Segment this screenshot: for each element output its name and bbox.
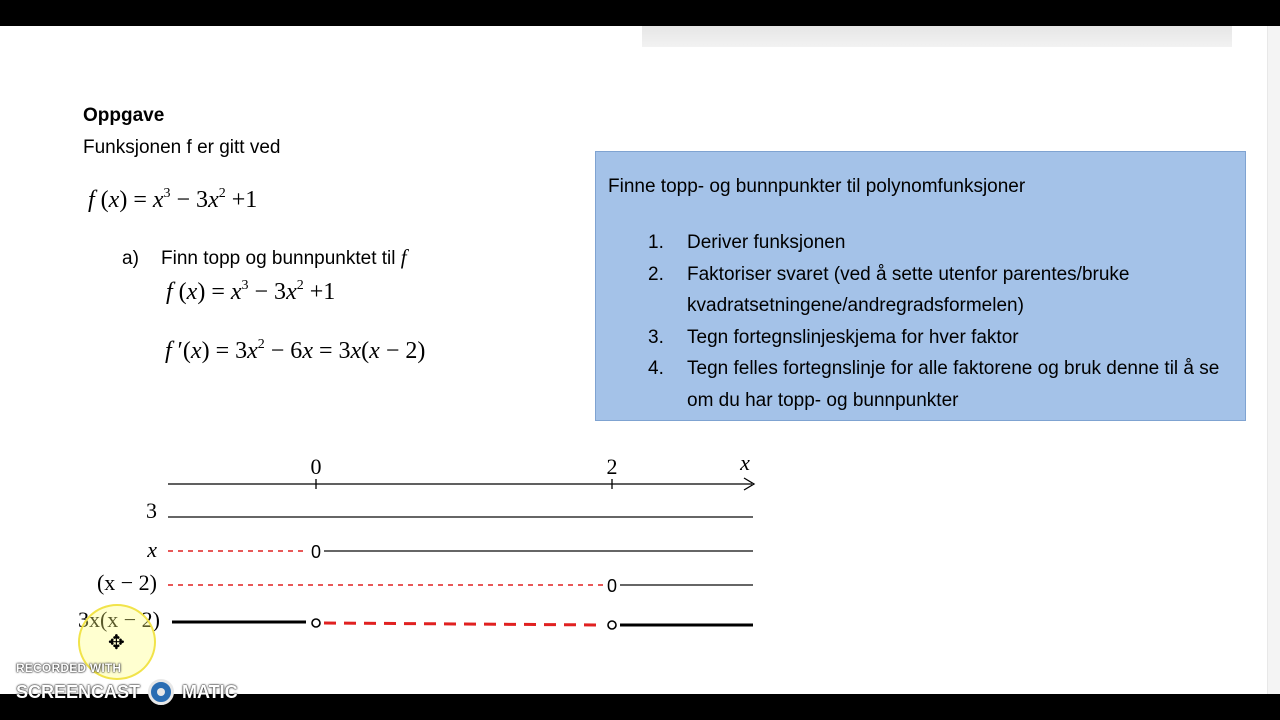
step-text: Tegn felles fortegnslinje for alle faktorene og bruk denne til å se om du har topp- og bunnpunkter bbox=[687, 358, 1220, 411]
steps-list bbox=[648, 227, 1243, 416]
step-item bbox=[648, 259, 1243, 322]
row-product-root-0 bbox=[312, 619, 320, 627]
row-label-3: 3 bbox=[146, 498, 157, 523]
step-item bbox=[648, 227, 1243, 259]
step-text: Deriver funksjonen bbox=[687, 232, 846, 253]
info-box bbox=[595, 151, 1246, 421]
step-number: 4. bbox=[648, 358, 664, 379]
task-number: a) bbox=[122, 248, 139, 269]
axis-var-label: x bbox=[740, 450, 750, 475]
screencast-logo-icon bbox=[148, 679, 174, 705]
document-page bbox=[0, 26, 1280, 694]
step-number: 2. bbox=[648, 263, 664, 285]
row-label-product: 3x(x − 2) bbox=[77, 607, 160, 632]
step-text: Faktoriser svaret (ved å sette utenfor parentes/bruke kvadratsetningene/andregradsformelen) bbox=[687, 263, 1130, 316]
row-product-root-2 bbox=[608, 621, 616, 629]
step-number: 3. bbox=[648, 326, 664, 348]
step-item bbox=[648, 322, 1243, 354]
function-definition: f $(x) = x^3 - 3x^2 +1$ bbox=[88, 186, 258, 213]
task-a bbox=[122, 245, 407, 270]
row-label-x-minus-2: (x − 2) bbox=[96, 570, 157, 595]
step-text: Tegn fortegnslinjeskjema for hver faktor bbox=[687, 326, 1019, 348]
intro-text: Funksjonen f er gitt ved bbox=[83, 137, 281, 158]
row-product-negative bbox=[324, 623, 604, 625]
move-cursor-icon: ✥ bbox=[108, 632, 125, 654]
top-toolbar-strip bbox=[642, 26, 1232, 47]
step-number: 1. bbox=[648, 232, 664, 253]
tick-label-0: 0 bbox=[310, 454, 322, 479]
info-box-title: Finne topp- og bunnpunkter til polynomfunksjoner bbox=[608, 176, 1026, 197]
row-x-zero: 0 bbox=[310, 542, 322, 562]
vertical-scrollbar[interactable] bbox=[1267, 26, 1280, 694]
page-heading: Oppgave bbox=[83, 105, 165, 126]
task-text: Finn topp og bunnpunktet til bbox=[161, 248, 396, 269]
watermark-recorded: RECORDED WITH bbox=[16, 661, 122, 675]
row-x2-zero: 0 bbox=[606, 576, 618, 596]
step-item bbox=[648, 353, 1243, 416]
watermark-logo bbox=[16, 679, 238, 705]
watermark-right: MATIC bbox=[182, 681, 238, 702]
tick-label-2: 2 bbox=[606, 454, 618, 479]
row-label-x: x bbox=[147, 537, 157, 562]
function-repeat: f $(x) = x^3 - 3x^2 +1$ bbox=[166, 278, 336, 305]
watermark-left: SCREENCAST bbox=[16, 681, 141, 702]
task-var: f bbox=[400, 245, 407, 269]
derivative-formula: f $'(x) = 3x^2 - 6x = 3x(x - 2)$ bbox=[165, 337, 426, 364]
